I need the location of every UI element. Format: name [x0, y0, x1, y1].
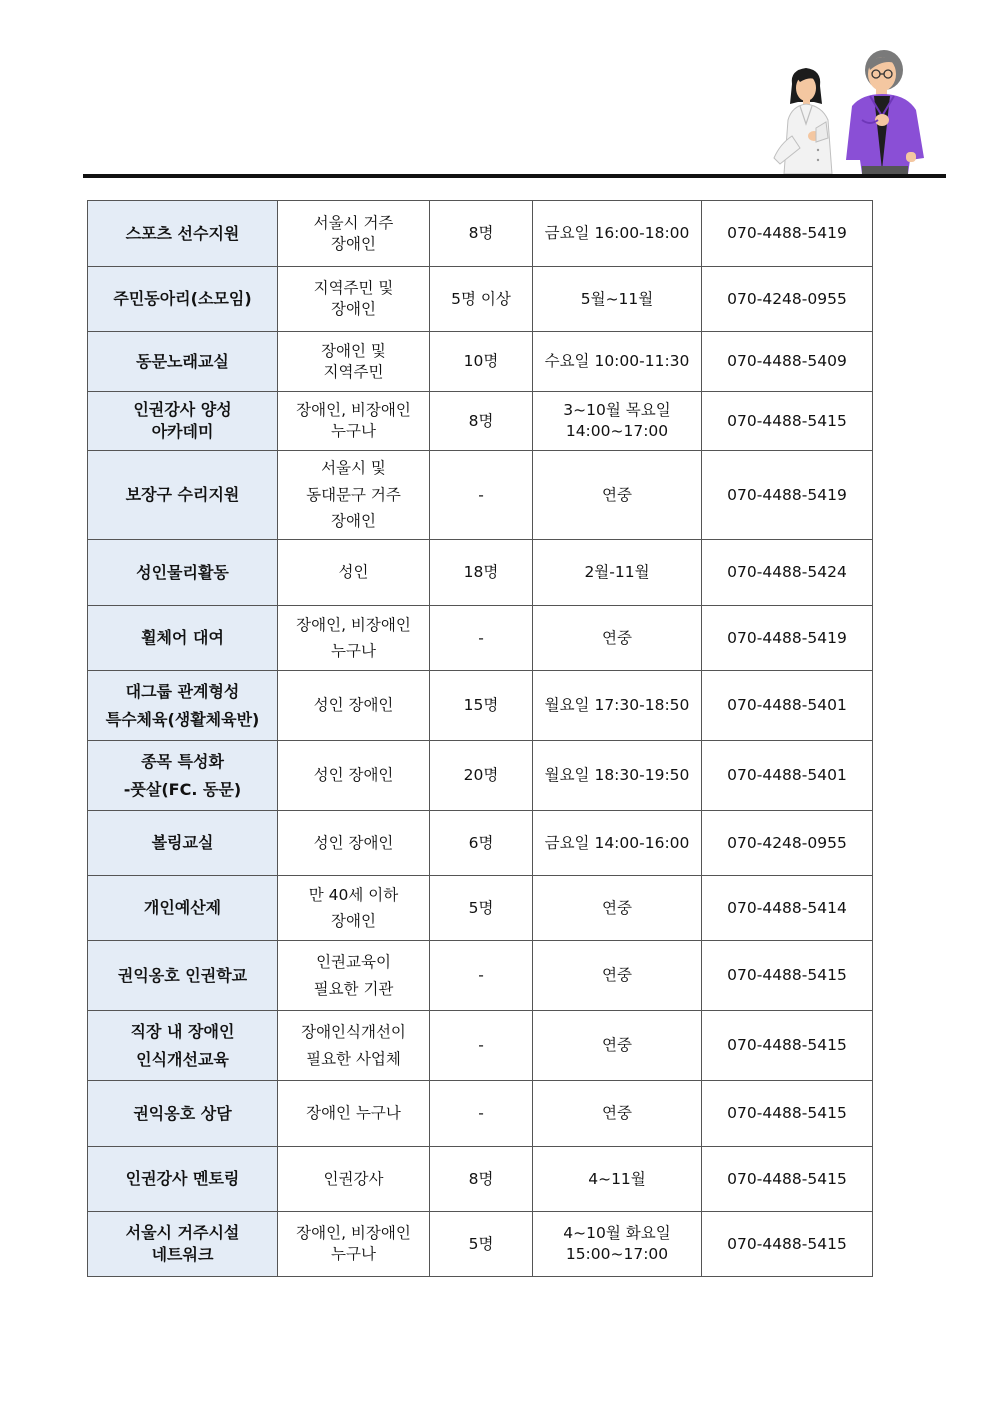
program-capacity: 8명: [430, 201, 533, 267]
table-row: [88, 811, 873, 876]
table-row: [88, 1011, 873, 1081]
program-target: 장애인, 비장애인 누구나: [278, 1212, 430, 1277]
program-phone: 070-4488-5409: [702, 332, 873, 392]
program-capacity: 8명: [430, 1147, 533, 1212]
program-target: 인권강사: [278, 1147, 430, 1212]
program-name: 대그룹 관계형성 특수체육(생활체육반): [88, 671, 278, 741]
program-schedule: 3~10월 목요일 14:00~17:00: [533, 392, 702, 451]
program-target: 성인 장애인: [278, 671, 430, 741]
program-name: 인권강사 양성 아카데미: [88, 392, 278, 451]
table-row: [88, 332, 873, 392]
program-target: 지역주민 및 장애인: [278, 267, 430, 332]
program-target: 장애인, 비장애인 누구나: [278, 392, 430, 451]
program-capacity: -: [430, 1081, 533, 1147]
program-phone: 070-4488-5415: [702, 392, 873, 451]
program-schedule: 4~10월 화요일 15:00~17:00: [533, 1212, 702, 1277]
program-schedule: 연중: [533, 451, 702, 540]
program-capacity: 18명: [430, 540, 533, 606]
program-name: 개인예산제: [88, 876, 278, 941]
program-capacity: 5명: [430, 876, 533, 941]
program-schedule: 월요일 17:30-18:50: [533, 671, 702, 741]
table-row: [88, 392, 873, 451]
program-phone: 070-4248-0955: [702, 811, 873, 876]
program-phone: 070-4488-5415: [702, 941, 873, 1011]
program-schedule: 수요일 10:00-11:30: [533, 332, 702, 392]
program-schedule: 2월-11월: [533, 540, 702, 606]
program-capacity: 10명: [430, 332, 533, 392]
program-schedule: 연중: [533, 941, 702, 1011]
table-row: [88, 201, 873, 267]
program-schedule: 연중: [533, 876, 702, 941]
table-row: [88, 741, 873, 811]
table-row: [88, 876, 873, 941]
program-phone: 070-4248-0955: [702, 267, 873, 332]
program-target: 장애인, 비장애인 누구나: [278, 606, 430, 671]
program-schedule: 연중: [533, 1011, 702, 1081]
program-capacity: 15명: [430, 671, 533, 741]
program-name: 직장 내 장애인 인식개선교육: [88, 1011, 278, 1081]
program-name: 주민동아리(소모임): [88, 267, 278, 332]
program-capacity: 20명: [430, 741, 533, 811]
program-target: 서울시 거주 장애인: [278, 201, 430, 267]
program-capacity: 6명: [430, 811, 533, 876]
program-name: 권익옹호 인권학교: [88, 941, 278, 1011]
program-capacity: 5명: [430, 1212, 533, 1277]
program-target: 성인 장애인: [278, 811, 430, 876]
program-phone: 070-4488-5419: [702, 201, 873, 267]
top-divider-line: [83, 174, 946, 178]
program-phone: 070-4488-5415: [702, 1081, 873, 1147]
program-capacity: 5명 이상: [430, 267, 533, 332]
program-name: 인권강사 멘토링: [88, 1147, 278, 1212]
program-target: 장애인 누구나: [278, 1081, 430, 1147]
program-name: 볼링교실: [88, 811, 278, 876]
program-capacity: -: [430, 451, 533, 540]
program-name: 종목 특성화 -풋살(FC. 동문): [88, 741, 278, 811]
table-row: [88, 606, 873, 671]
program-schedule: 연중: [533, 606, 702, 671]
table-row: [88, 671, 873, 741]
program-name: 휠체어 대여: [88, 606, 278, 671]
program-target: 만 40세 이하 장애인: [278, 876, 430, 941]
program-schedule: 금요일 16:00-18:00: [533, 201, 702, 267]
program-phone: 070-4488-5401: [702, 671, 873, 741]
table-row: [88, 1081, 873, 1147]
program-target: 성인 장애인: [278, 741, 430, 811]
man-figure: [846, 50, 924, 174]
program-schedule: 4~11월: [533, 1147, 702, 1212]
program-target: 인권교육이 필요한 기관: [278, 941, 430, 1011]
program-capacity: -: [430, 606, 533, 671]
table-row: [88, 267, 873, 332]
program-name: 동문노래교실: [88, 332, 278, 392]
program-phone: 070-4488-5401: [702, 741, 873, 811]
program-capacity: -: [430, 1011, 533, 1081]
program-name: 스포츠 선수지원: [88, 201, 278, 267]
program-phone: 070-4488-5415: [702, 1212, 873, 1277]
program-schedule: 연중: [533, 1081, 702, 1147]
program-phone: 070-4488-5415: [702, 1147, 873, 1212]
program-phone: 070-4488-5414: [702, 876, 873, 941]
table-row: [88, 1147, 873, 1212]
program-phone: 070-4488-5419: [702, 606, 873, 671]
program-table: [87, 200, 873, 1277]
table-row: [88, 451, 873, 540]
program-target: 장애인식개선이 필요한 사업체: [278, 1011, 430, 1081]
program-name: 권익옹호 상담: [88, 1081, 278, 1147]
program-name: 성인물리활동: [88, 540, 278, 606]
program-name: 서울시 거주시설 네트워크: [88, 1212, 278, 1277]
table-row: [88, 540, 873, 606]
table-row: [88, 941, 873, 1011]
program-phone: 070-4488-5419: [702, 451, 873, 540]
program-target: 서울시 및 동대문구 거주 장애인: [278, 451, 430, 540]
program-capacity: -: [430, 941, 533, 1011]
program-schedule: 월요일 18:30-19:50: [533, 741, 702, 811]
woman-figure: [774, 68, 832, 174]
table-row: [88, 1212, 873, 1277]
program-capacity: 8명: [430, 392, 533, 451]
program-target: 장애인 및 지역주민: [278, 332, 430, 392]
program-phone: 070-4488-5424: [702, 540, 873, 606]
program-phone: 070-4488-5415: [702, 1011, 873, 1081]
two-people-illustration: [770, 40, 940, 174]
program-target: 성인: [278, 540, 430, 606]
program-name: 보장구 수리지원: [88, 451, 278, 540]
program-schedule: 금요일 14:00-16:00: [533, 811, 702, 876]
program-schedule: 5월~11월: [533, 267, 702, 332]
